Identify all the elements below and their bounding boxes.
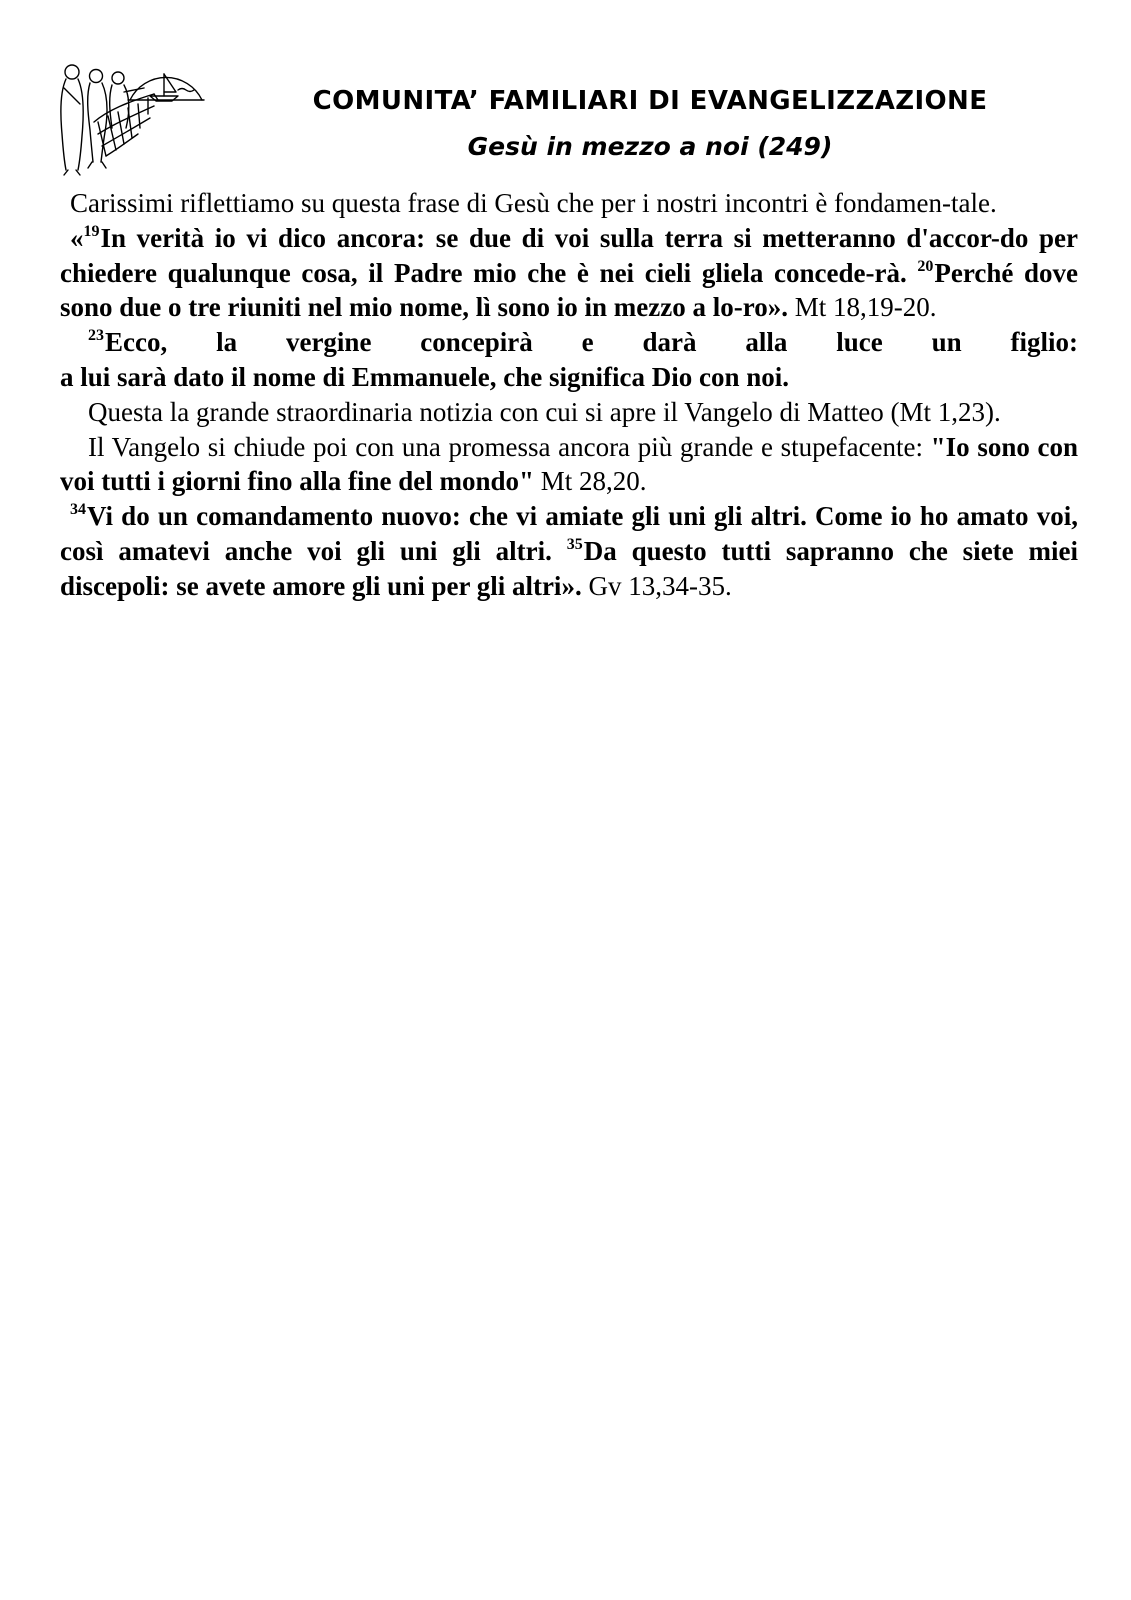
verse-19-text: In verità io vi dico ancora: se due di voi sulla terra si metteranno d'accor-do per chiedere qualunque cosa, il Padre mio che è nei cieli gliela concede-rà. [60, 222, 1078, 288]
verse-number-23: 23 [88, 327, 104, 345]
verse-reference: Mt 18,19-20. [794, 292, 937, 323]
paragraph-isaiah-line-1 [60, 325, 1078, 360]
verse-reference: Mt 28,20. [540, 466, 647, 497]
paragraph-intro [60, 186, 1078, 221]
intro-text: Carissimi riflettiamo su questa frase di Gesù che per i nostri incontri è fondamen-tale. [70, 188, 997, 218]
verse-34-text: Vi do un comandamento nuovo: che vi amiate gli uni gli altri. Come io ho amato voi, così amatevi anche voi gli uni gli altri. [60, 501, 1078, 566]
open-quote: « [70, 222, 84, 253]
verse-number-19: 19 [83, 222, 100, 240]
promise-quote: "Io sono con voi tutti i giorni fino alla fine del mondo" [60, 431, 1078, 497]
verse-reference: Gv 13,34-35. [588, 570, 732, 601]
paragraph-gospel-closing [60, 430, 1078, 500]
page-title: COMUNITA’ FAMILIARI DI EVANGELIZZAZIONE [312, 86, 988, 116]
paragraph-john-13 [60, 499, 1078, 603]
jesus-and-disciples-fishing-net-illustration [58, 52, 206, 176]
document-body [60, 186, 1078, 604]
page-subtitle: Gesù in mezzo a noi (249) [467, 132, 833, 161]
gospel-closing-text: Il Vangelo si chiude poi con una promessa ancora più grande e stupefacente: [88, 431, 931, 462]
verse-23-line-1: Ecco, la vergine concepirà e darà alla luce un figlio: [105, 327, 1078, 358]
paragraph-gospel-opening [60, 395, 1078, 430]
verse-20-text: Perché dove sono due o tre riuniti nel mio nome, lì sono io in mezzo a lo-ro». [60, 257, 1078, 323]
paragraph-matthew-18 [60, 221, 1078, 325]
verse-35-text: Da questo tutti sapranno che siete miei discepoli: se avete amore gli uni per gli altri». [60, 535, 1079, 601]
gospel-opening-text: Questa la grande straordinaria notizia con cui si apre il Vangelo di Matteo (Mt 1,23). [88, 396, 1001, 427]
paragraph-isaiah-line-2 [60, 360, 1078, 395]
verse-number-34: 34 [70, 501, 86, 519]
verse-23-line-2: a lui sarà dato il nome di Emmanuele, che significa Dio con noi. [60, 361, 790, 392]
verse-number-20: 20 [917, 257, 934, 275]
verse-number-35: 35 [566, 535, 583, 553]
